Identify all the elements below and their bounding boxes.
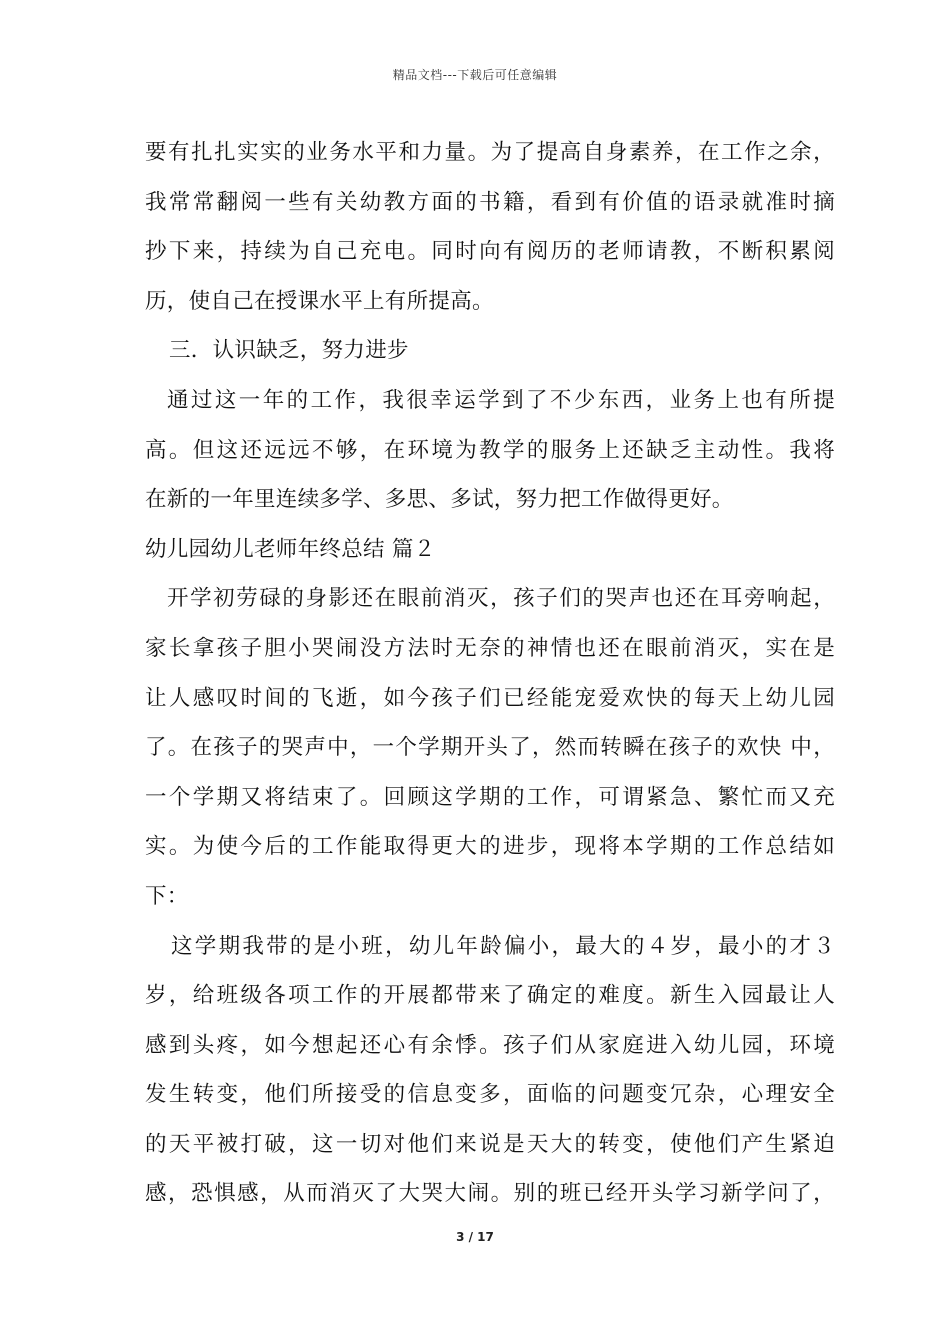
paragraph-line: 了。在孩子的哭声中，一个学期开头了，然而转瞬在孩子的欢快 中， bbox=[145, 735, 835, 761]
paragraph-line: 高。但这还远远不够，在环境为教学的服务上还缺乏主动性。我将 bbox=[145, 437, 835, 463]
paragraph-line: 这学期我带的是小班，幼儿年龄偏小，最大的４岁，最小的才３ bbox=[171, 933, 835, 959]
paragraph-line: 要有扎扎实实的业务水平和力量。为了提高自身素养，在工作之余， bbox=[145, 140, 835, 165]
paragraph-line: 历，使自己在授课水平上有所提高。 bbox=[145, 288, 494, 314]
paragraph-line: 我常常翻阅一些有关幼教方面的书籍，看到有价值的语录就准时摘 bbox=[145, 189, 835, 215]
paragraph-line: 通过这一年的工作，我很幸运学到了不少东西，业务上也有所提 bbox=[167, 387, 835, 413]
paragraph-line: 感，恐惧感，从而消灭了大哭大闹。别的班已经开头学习新学问了， bbox=[145, 1181, 835, 1207]
paragraph-line: 家长拿孩子胆小哭闹没方法时无奈的神情也还在眼前消灭，实在是 bbox=[145, 635, 835, 661]
paragraph-line: 一个学期又将结束了。回顾这学期的工作，可谓紧急、繁忙而又充 bbox=[145, 784, 835, 810]
document-body bbox=[145, 128, 835, 1219]
paragraph-line: 实。为使今后的工作能取得更大的进步，现将本学期的工作总结如 bbox=[145, 834, 835, 860]
section-heading: 三．认识缺乏，努力进步 bbox=[169, 338, 409, 364]
paragraph-line: 的天平被打破，这一切对他们来说是天大的转变，使他们产生紧迫 bbox=[145, 1131, 835, 1157]
page-number: 3 / 17 bbox=[456, 1230, 494, 1244]
article-title: 幼儿园幼儿老师年终总结 篇２ bbox=[145, 536, 436, 562]
paragraph-line: 发生转变，他们所接受的信息变多，面临的问题变冗杂，心理安全 bbox=[145, 1082, 835, 1108]
paragraph-line: 开学初劳碌的身影还在眼前消灭，孩子们的哭声也还在耳旁响起， bbox=[167, 586, 835, 612]
paragraph-line: 抄下来，持续为自己充电。同时向有阅历的老师请教，不断积累阅 bbox=[145, 239, 835, 265]
paragraph-line: 感到头疼，如今想起还心有余悸。孩子们从家庭进入幼儿园，环境 bbox=[145, 1032, 835, 1058]
paragraph-line: 下： bbox=[145, 883, 189, 909]
paragraph-line: 在新的一年里连续多学、多思、多试，努力把工作做得更好。 bbox=[145, 487, 734, 513]
paragraph-line: 让人感叹时间的飞逝，如今孩子们已经能宠爱欢快的每天上幼儿园 bbox=[145, 685, 835, 711]
page-header: 精品文档---下载后可任意编辑 bbox=[392, 68, 558, 82]
paragraph-line: 岁，给班级各项工作的开展都带来了确定的难度。新生入园最让人 bbox=[145, 983, 835, 1009]
